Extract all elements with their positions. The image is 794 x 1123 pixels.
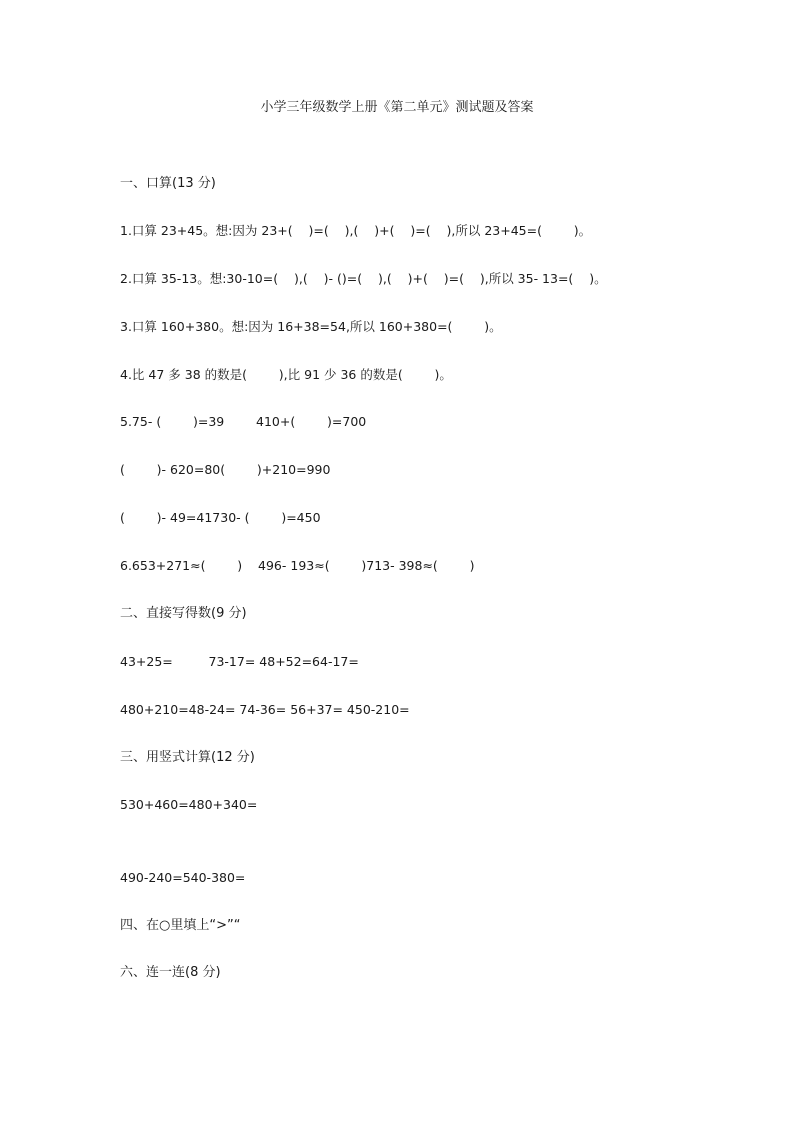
page-title: 小学三年级数学上册《第二单元》测试题及答案 <box>260 100 534 115</box>
section-heading-vertical-calculation: 三、用竖式计算(12 分) <box>120 750 255 765</box>
question-4: 4.比 47 多 38 的数是( ),比 91 少 36 的数是( )。 <box>120 367 452 382</box>
section-heading-matching: 六、连一连(8 分) <box>120 965 221 980</box>
section-heading-compare: 四、在○里填上“>”“ <box>120 918 241 933</box>
direct-answers-row-1: 43+25= 73-17= 48+52=64-17= <box>120 654 359 669</box>
section-heading-direct-answers: 二、直接写得数(9 分) <box>120 606 247 621</box>
direct-answers-row-2: 480+210=48-24= 74-36= 56+37= 450-210= <box>120 702 410 717</box>
question-6: 6.653+271≈( ) 496- 193≈( )713- 398≈( ) <box>120 558 475 573</box>
vertical-calculation-row-2: 490-240=540-380= <box>120 870 246 885</box>
question-3: 3.口算 160+380。想:因为 16+38=54,所以 160+380=( )。 <box>120 319 502 334</box>
vertical-calculation-row-1: 530+460=480+340= <box>120 797 258 812</box>
question-5-row-1: 5.75- ( )=39 410+( )=700 <box>120 414 367 429</box>
question-1: 1.口算 23+45。想:因为 23+( )=( ),( )+( )=( ),所以 23+45=( )。 <box>120 223 592 238</box>
section-heading-oral-calculation: 一、口算(13 分) <box>120 176 216 191</box>
question-2: 2.口算 35-13。想:30-10=( ),( )- ()=( ),( )+( )=( ),所以 35- 13=( )。 <box>120 271 607 286</box>
question-5-row-2: ( )- 620=80( )+210=990 <box>120 462 331 477</box>
question-5-row-3: ( )- 49=41730- ( )=450 <box>120 510 321 525</box>
